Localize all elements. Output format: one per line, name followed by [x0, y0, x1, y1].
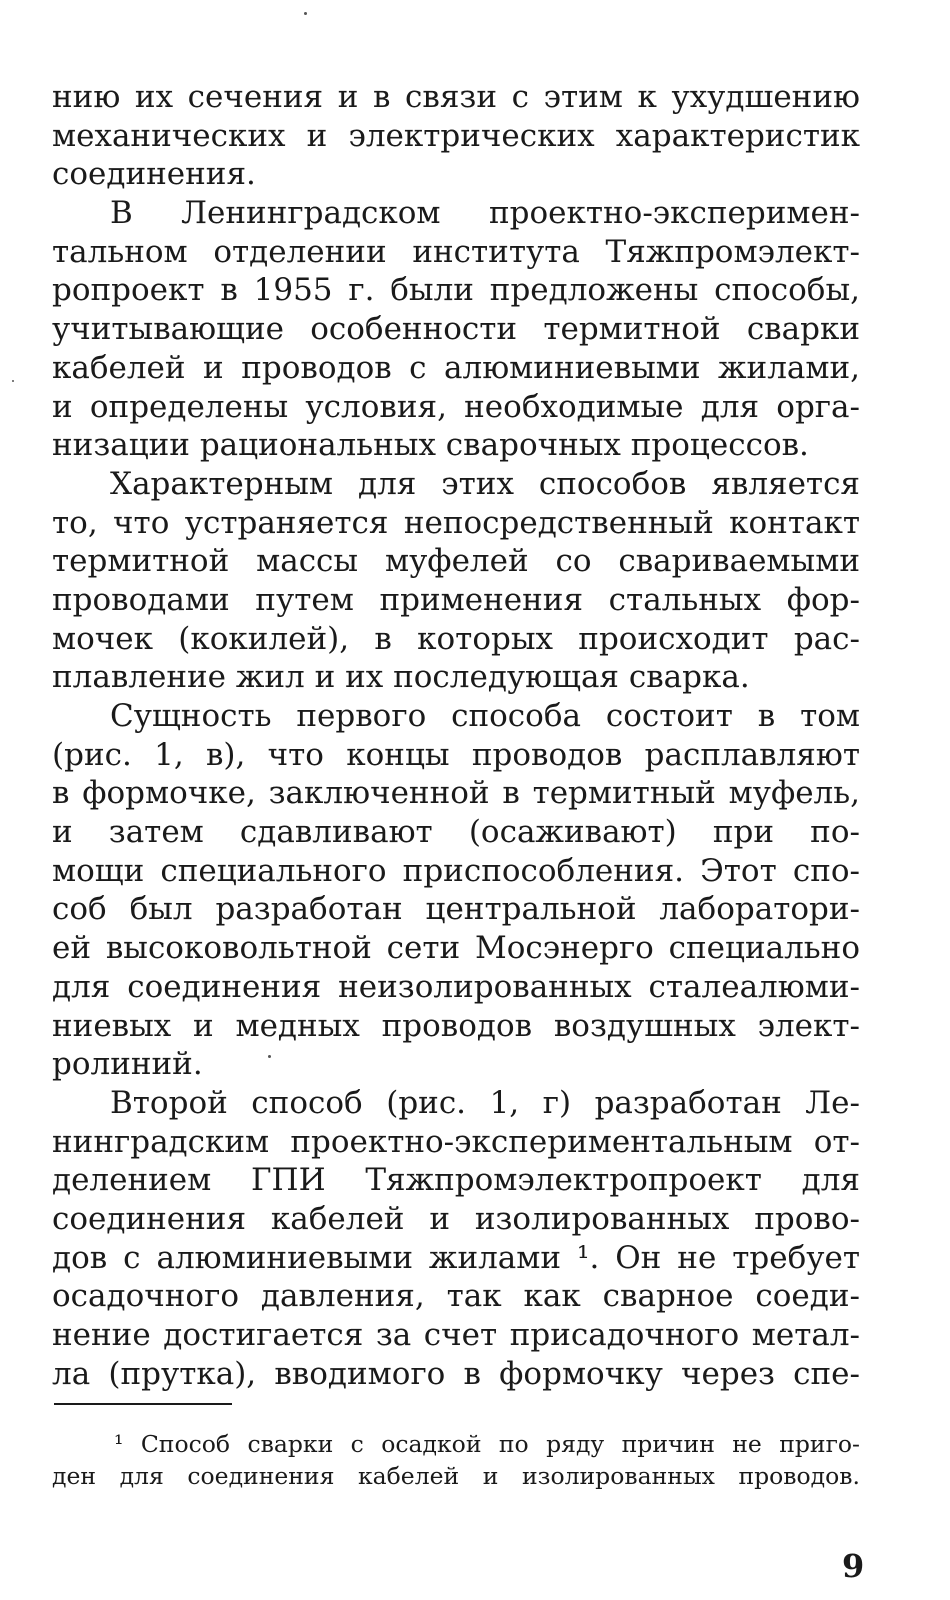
text-line: ролиний. [52, 1046, 203, 1083]
text-line: Сущность первого способа состоит в том [110, 698, 860, 734]
text-line: делением ГПИ Тяжпромэлектропроект для [52, 1162, 860, 1199]
text-line: мощи специального приспособления. Этот спо- [52, 852, 860, 889]
text-line: в формочке, заключенной в термитный муфель, [52, 775, 860, 812]
text-line: (рис. 1, в), что концы проводов расплавляют [52, 736, 860, 773]
footnote [52, 1428, 860, 1492]
text-line: Характерным для этих способов является [110, 465, 860, 502]
text-line: дов с алюминиевыми жилами ¹. Он не требует [52, 1239, 860, 1276]
text-line: ниевых и медных проводов воздушных элект- [52, 1007, 860, 1044]
text-line: и затем сдавливают (осаживают) при по- [52, 814, 860, 851]
text-line: механических и электрических характеристик [52, 117, 860, 154]
text-line: то, что устраняется непосредственный контакт [52, 504, 860, 541]
text-line: нинградским проектно-экспериментальным от- [52, 1123, 860, 1160]
text-line: соединения. [52, 156, 256, 193]
text-line: нию их сечения и в связи с этим к ухудшению [52, 79, 860, 115]
text-line: учитывающие особенности термитной сварки [52, 311, 860, 348]
footnote-line: ден для соединения кабелей и изолированных проводов. [52, 1462, 860, 1490]
footnote-line: ¹ Способ сварки с осадкой по ряду причин не приго- [114, 1430, 860, 1458]
text-line: термитной массы муфелей со свариваемыми [52, 543, 860, 580]
body-text [52, 78, 860, 1393]
text-line: тальном отделении института Тяжпромэлект- [52, 233, 860, 270]
text-line: соб был разработан центральной лаборатори- [52, 891, 860, 928]
text-line: проводами путем применения стальных фор- [52, 581, 860, 618]
page-number: 9 [842, 1547, 865, 1585]
text-line: ла (прутка), вводимого в формочку через спе- [52, 1355, 860, 1392]
text-line: соединения кабелей и изолированных прово- [52, 1200, 860, 1237]
text-line: В Ленинградском проектно-эксперимен- [110, 195, 860, 232]
text-line: нение достигается за счет присадочного метал- [52, 1317, 860, 1353]
footnote-divider [54, 1403, 232, 1405]
text-line: низации рациональных сварочных процессов. [52, 427, 809, 464]
text-line: мочек (кокилей), в которых происходит рас- [52, 620, 860, 657]
print-speck [304, 12, 307, 15]
text-line: для соединения неизолированных сталеалюми- [52, 968, 860, 1005]
print-speck [268, 1055, 271, 1058]
text-line: плавление жил и их последующая сварка. [52, 659, 750, 696]
text-line: ропроект в 1955 г. были предложены способы, [52, 272, 860, 309]
text-line: кабелей и проводов с алюминиевыми жилами, [52, 349, 860, 386]
print-speck [12, 380, 14, 382]
text-line: осадочного давления, так как сварное соеди- [52, 1278, 860, 1315]
text-line: и определены условия, необходимые для орга- [52, 388, 860, 425]
text-line: Второй способ (рис. 1, г) разработан Ле- [110, 1084, 860, 1121]
text-line: ей высоковольтной сети Мосэнерго специально [52, 930, 860, 967]
